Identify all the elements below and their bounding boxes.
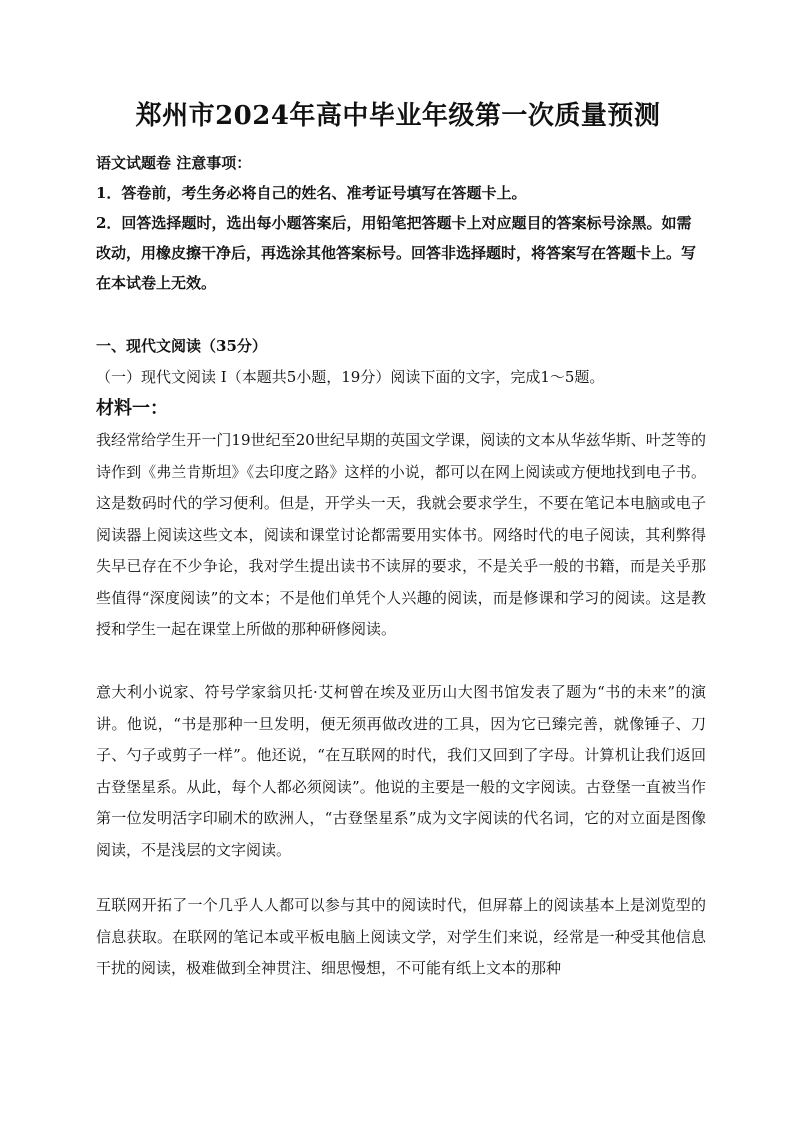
body-paragraph-3: 互联网开拓了一个几乎人人都可以参与其中的阅读时代，但屏幕上的阅读基本上是浏览型的信息获取。在联网的笔记本或平板电脑上阅读文学，对学生们来说，经常是一种受其他信息干扰的阅读，极难做到全神贯注、细思慢想，不可能有纸上文本的那种 bbox=[96, 896, 706, 977]
body-paragraph-2: 意大利小说家、符号学家翁贝托·艾柯曾在埃及亚历山大图书馆发表了题为“书的未来”的演讲。他说，“书是那种一旦发明，便无须再做改进的工具，因为它已臻完善，就像锤子、刀子、勺子或剪子一样”。他还说，“在互联网的时代，我们又回到了字母。计算机让我们返回古登堡星系。从此，每个人都必须阅读”。他说的主要是一般的文字阅读。古登堡一直被当作第一位发明活字印刷术的欧洲人，“古登堡星系”成为文字阅读的代名词，它的对立面是图像阅读，不是浅层的文字阅读。 bbox=[96, 683, 706, 859]
notice-block bbox=[96, 148, 706, 298]
notice-item-1: 1．答卷前，考生务必将自己的姓名、准考证号填写在答题卡上。 bbox=[96, 184, 527, 202]
section-subheading: （一）现代文阅读 I（本题共5小题，19分）阅读下面的文字，完成1～5题。 bbox=[96, 368, 605, 386]
material-heading: 材料一： bbox=[96, 398, 168, 419]
body-paragraph-1: 我经常给学生开一门19世纪至20世纪早期的英国文学课，阅读的文本从华兹华斯、叶芝等的诗作到《弗兰肯斯坦》《去印度之路》这样的小说，都可以在网上阅读或方便地找到电子书。这是数码时代的学习便利。但是，开学头一天，我就会要求学生，不要在笔记本电脑或电子阅读器上阅读这些文本，阅读和课堂讨论都需要用实体书。网络时代的电子阅读，其利弊得失早已存在不少争论，我对学生提出读书不读屏的要求，不是关乎一般的书籍，而是关乎那些值得“深度阅读”的文本；不是他们单凭个人兴趣的阅读，而是修课和学习的阅读。这是教授和学生一起在课堂上所做的那种研修阅读。 bbox=[96, 431, 706, 638]
notice-item-2: 2．回答选择题时，选出每小题答案后，用铅笔把答题卡上对应题目的答案标号涂黑。如需改动，用橡皮擦干净后，再选涂其他答案标号。回答非选择题时，将答案写在答题卡上。写在本试卷上无效。 bbox=[96, 214, 697, 292]
document-title: 郑州市2024年高中毕业年级第一次质量预测 bbox=[135, 101, 661, 131]
section-heading: 一、现代文阅读（35分） bbox=[96, 337, 267, 355]
notice-heading: 语文试题卷 注意事项： bbox=[96, 154, 252, 172]
